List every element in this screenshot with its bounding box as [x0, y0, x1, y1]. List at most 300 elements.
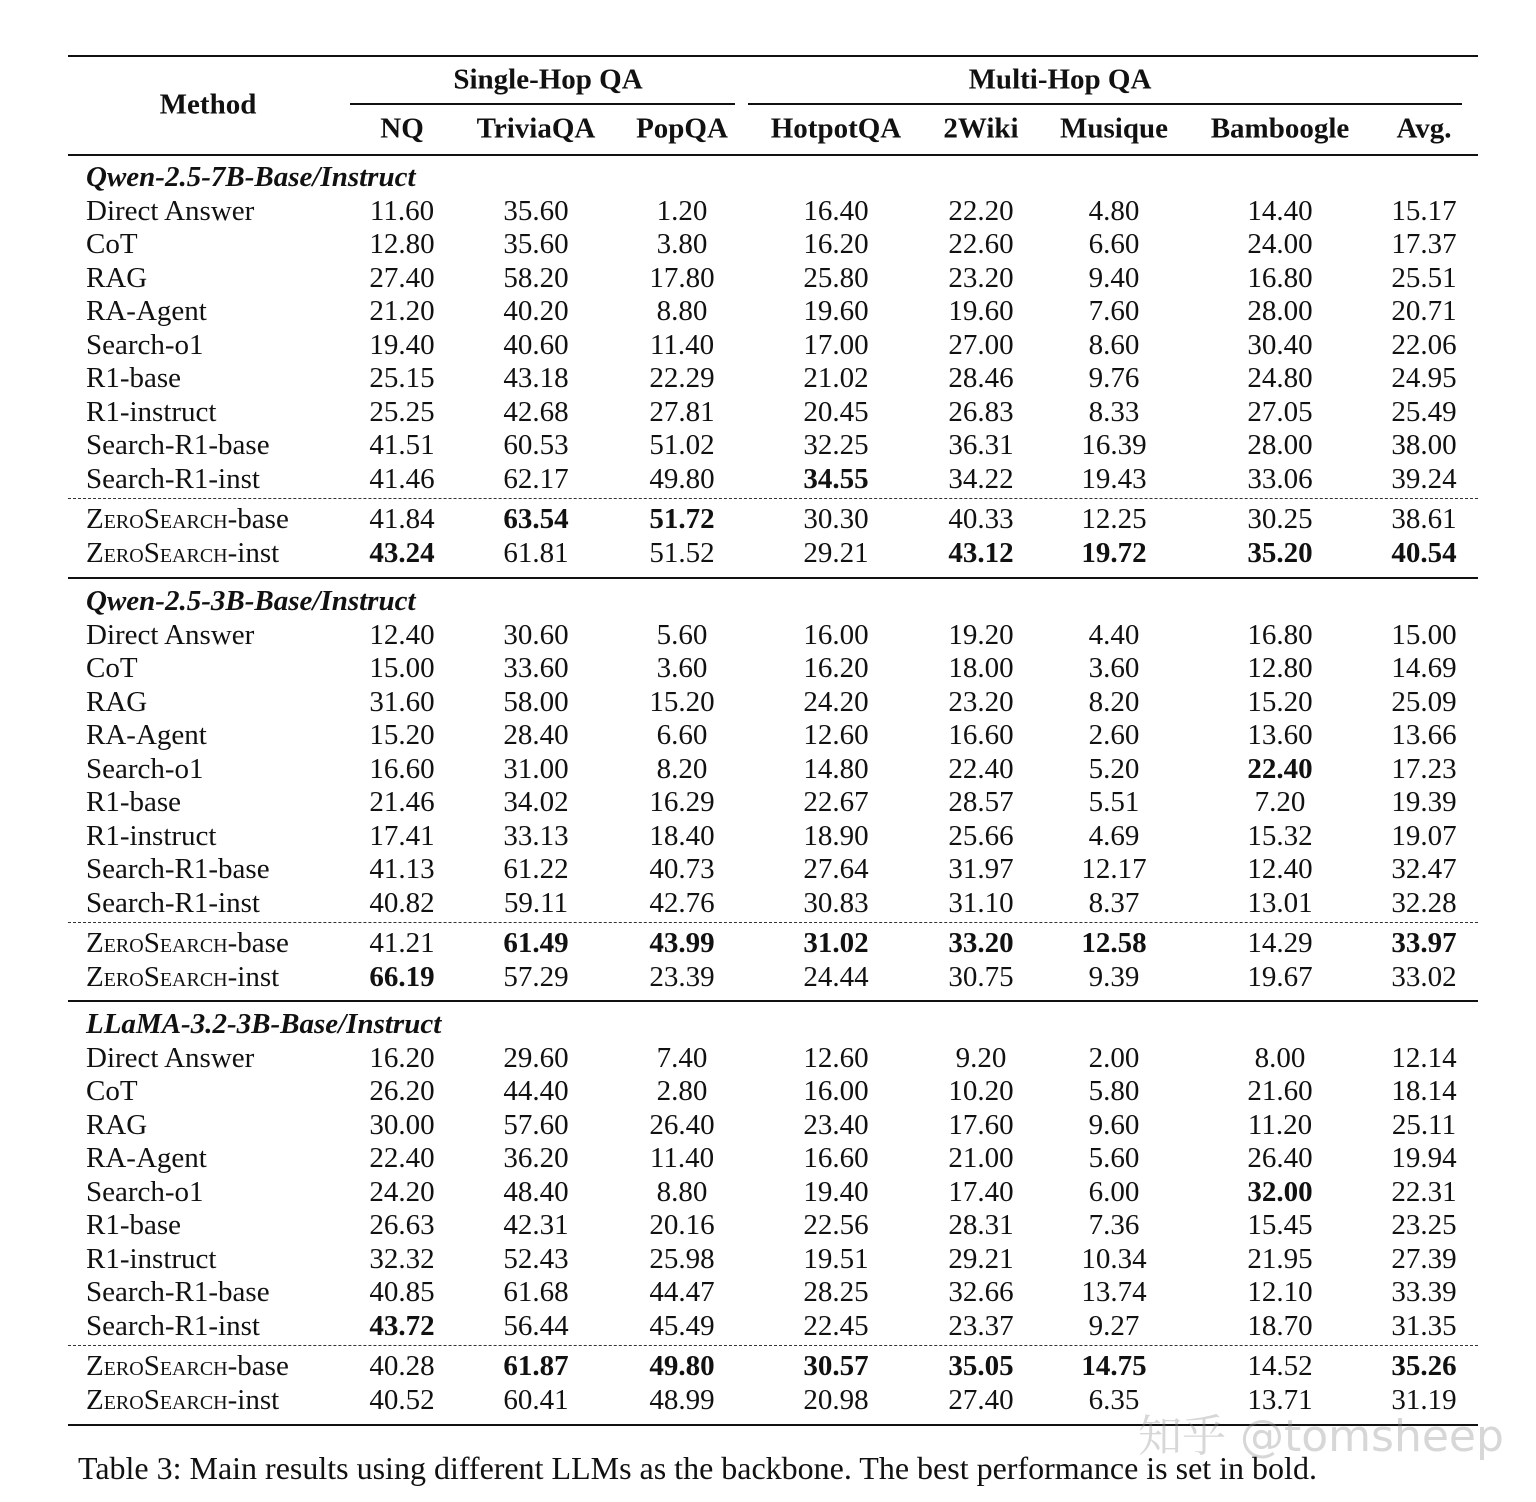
- table-cell: 34.22: [948, 462, 1014, 495]
- method-name: Search-o1: [86, 1175, 204, 1208]
- method-name: Direct Answer: [86, 194, 255, 227]
- table-cell: 23.20: [948, 685, 1014, 718]
- method-suffix: -base: [227, 1350, 289, 1382]
- table-cell: 6.00: [1088, 1175, 1140, 1208]
- table-cell: 49.80: [649, 1350, 715, 1382]
- multi-hop-rule: [748, 103, 1462, 105]
- table-cell: 7.20: [1254, 786, 1306, 818]
- table-cell: 30.57: [803, 1350, 869, 1382]
- table-cell: 44.40: [503, 1075, 569, 1107]
- header-rule: [68, 154, 1478, 156]
- table-cell: 24.80: [1247, 362, 1313, 394]
- table-cell: 21.02: [803, 362, 869, 394]
- table-cell: 58.20: [503, 261, 569, 294]
- table-cell: 38.00: [1391, 429, 1457, 461]
- table-row: [0, 395, 1536, 429]
- table-cell: 17.00: [803, 328, 869, 361]
- method-name: RA-Agent: [86, 1142, 207, 1174]
- table-cell: 13.71: [1247, 1383, 1313, 1416]
- zerosearch-smallcaps: ZeroSearch: [86, 960, 228, 993]
- table-cell: 26.40: [1247, 1142, 1313, 1174]
- method-name: Search-o1: [86, 752, 204, 785]
- table-cell: 29.60: [503, 1041, 569, 1074]
- table-cell: 30.30: [803, 503, 869, 535]
- table-cell: 28.00: [1247, 429, 1313, 461]
- method-name: [86, 502, 289, 536]
- table-cell: 31.10: [948, 886, 1014, 919]
- method-name: [86, 1349, 289, 1383]
- table-cell: 5.51: [1088, 786, 1140, 818]
- section-title: LLaMA-3.2-3B-Base/Instruct: [86, 1008, 442, 1040]
- table-cell: 20.16: [649, 1209, 715, 1241]
- section-rule: [68, 1000, 1478, 1002]
- table-cell: 19.51: [803, 1242, 869, 1275]
- table-cell: 35.05: [948, 1350, 1014, 1382]
- table-cell: 29.21: [803, 536, 869, 569]
- table-cell: 33.20: [948, 927, 1014, 959]
- table-cell: 15.45: [1247, 1209, 1313, 1241]
- table-cell: 19.60: [803, 295, 869, 327]
- table-cell: 42.76: [649, 886, 715, 919]
- table-cell: 66.19: [369, 960, 435, 993]
- table-row: [0, 428, 1536, 462]
- table-cell: 32.28: [1391, 886, 1457, 919]
- table-cell: 51.72: [649, 503, 715, 535]
- table-cell: 17.60: [948, 1108, 1014, 1141]
- table-cell: 19.39: [1391, 786, 1457, 818]
- table-cell: 14.29: [1247, 927, 1313, 959]
- table-cell: 21.60: [1247, 1075, 1313, 1107]
- table-cell: 12.17: [1081, 853, 1147, 885]
- table-cell: 21.00: [948, 1142, 1014, 1174]
- table-cell: 12.14: [1391, 1041, 1457, 1074]
- table-row: [0, 752, 1536, 786]
- table-cell: 33.39: [1391, 1276, 1457, 1308]
- column-header: Musique: [1060, 112, 1168, 145]
- table-cell: 22.06: [1391, 328, 1457, 361]
- table-cell: 10.34: [1081, 1242, 1147, 1275]
- table-row: [0, 1041, 1536, 1075]
- table-row: [0, 1108, 1536, 1142]
- table-cell: 42.68: [503, 395, 569, 428]
- table-row: [0, 926, 1536, 960]
- method-suffix: -base: [227, 927, 289, 959]
- table-cell: 28.25: [803, 1276, 869, 1308]
- table-cell: 31.35: [1391, 1309, 1457, 1342]
- zerosearch-smallcaps: ZeroSearch: [86, 536, 228, 569]
- table-cell: 41.84: [369, 503, 435, 535]
- method-name: Search-R1-base: [86, 853, 270, 885]
- table-cell: 24.44: [803, 960, 869, 993]
- table-cell: 18.00: [948, 652, 1014, 684]
- table-cell: 5.20: [1088, 752, 1140, 785]
- table-cell: 9.20: [955, 1041, 1007, 1074]
- table-cell: 40.28: [369, 1350, 435, 1382]
- table-cell: 9.39: [1088, 960, 1140, 993]
- table-cell: 15.32: [1247, 819, 1313, 852]
- table-cell: 9.76: [1088, 362, 1140, 394]
- table-cell: 33.02: [1391, 960, 1457, 993]
- table-cell: 32.66: [948, 1276, 1014, 1308]
- table-cell: 22.60: [948, 228, 1014, 260]
- table-cell: 23.25: [1391, 1209, 1457, 1241]
- method-name: Direct Answer: [86, 618, 255, 651]
- table-cell: 40.20: [503, 295, 569, 327]
- table-cell: 52.43: [503, 1242, 569, 1275]
- column-header: TriviaQA: [476, 112, 596, 145]
- table-cell: 19.72: [1081, 536, 1147, 569]
- zerosearch-smallcaps: ZeroSearch: [86, 1350, 228, 1382]
- table-cell: 33.60: [503, 652, 569, 684]
- table-cell: 16.80: [1247, 618, 1313, 651]
- zerosearch-smallcaps: ZeroSearch: [86, 503, 228, 535]
- table-cell: 22.29: [649, 362, 715, 394]
- method-name: R1-base: [86, 362, 182, 394]
- table-cell: 18.70: [1247, 1309, 1313, 1342]
- section-title: Qwen-2.5-7B-Base/Instruct: [86, 161, 416, 193]
- table-cell: 7.40: [656, 1041, 708, 1074]
- table-row: [0, 960, 1536, 994]
- table-cell: 19.07: [1391, 819, 1457, 852]
- table-cell: 30.40: [1247, 328, 1313, 361]
- table-cell: 32.25: [803, 429, 869, 461]
- table-cell: 22.45: [803, 1309, 869, 1342]
- table-cell: 40.54: [1391, 536, 1457, 569]
- table-cell: 16.20: [369, 1041, 435, 1074]
- table-cell: 33.97: [1391, 927, 1457, 959]
- table-cell: 43.12: [948, 536, 1014, 569]
- table-cell: 29.21: [948, 1242, 1014, 1275]
- table-cell: 8.33: [1088, 395, 1140, 428]
- table-cell: 5.80: [1088, 1075, 1140, 1107]
- table-cell: 15.20: [649, 685, 715, 718]
- table-cell: 7.60: [1088, 295, 1140, 327]
- table-cell: 16.60: [948, 719, 1014, 751]
- table-row: [0, 502, 1536, 536]
- table-cell: 14.40: [1247, 194, 1313, 227]
- table-cell: 16.80: [1247, 261, 1313, 294]
- table-cell: 22.67: [803, 786, 869, 818]
- table-cell: 6.60: [656, 719, 708, 751]
- table-row: [0, 261, 1536, 295]
- method-name: [86, 960, 279, 994]
- table-cell: 61.68: [503, 1276, 569, 1308]
- table-cell: 22.40: [1247, 752, 1313, 785]
- table-cell: 15.00: [1391, 618, 1457, 651]
- table-cell: 19.94: [1391, 1142, 1457, 1174]
- table-cell: 41.46: [369, 462, 435, 495]
- table-cell: 48.40: [503, 1175, 569, 1208]
- table-cell: 25.98: [649, 1242, 715, 1275]
- table-cell: 33.06: [1247, 462, 1313, 495]
- method-name: R1-base: [86, 1209, 182, 1241]
- table-cell: 2.80: [656, 1075, 708, 1107]
- method-name: R1-instruct: [86, 395, 217, 428]
- table-cell: 25.66: [948, 819, 1014, 852]
- table-cell: 40.82: [369, 886, 435, 919]
- table-cell: 61.87: [503, 1350, 569, 1382]
- table-cell: 25.25: [369, 395, 435, 428]
- table-cell: 14.52: [1247, 1350, 1313, 1382]
- table-cell: 18.90: [803, 819, 869, 852]
- table-cell: 16.40: [803, 194, 869, 227]
- table-cell: 9.60: [1088, 1108, 1140, 1141]
- table-cell: 24.20: [369, 1175, 435, 1208]
- column-header: PopQA: [636, 112, 728, 145]
- table-row: [0, 718, 1536, 752]
- table-cell: 30.00: [369, 1108, 435, 1141]
- table-cell: 16.00: [803, 1075, 869, 1107]
- table-cell: 27.00: [948, 328, 1014, 361]
- table-cell: 57.60: [503, 1108, 569, 1141]
- zerosearch-smallcaps: ZeroSearch: [86, 1383, 228, 1416]
- column-header: HotpotQA: [770, 112, 902, 145]
- table-cell: 25.15: [369, 362, 435, 394]
- table-cell: 27.40: [948, 1383, 1014, 1416]
- method-name: Search-R1-inst: [86, 1309, 260, 1342]
- table-cell: 21.20: [369, 295, 435, 327]
- table-row: [0, 328, 1536, 362]
- table-cell: 19.67: [1247, 960, 1313, 993]
- table-cell: 33.13: [503, 819, 569, 852]
- table-cell: 25.09: [1391, 685, 1457, 718]
- table-cell: 5.60: [1088, 1142, 1140, 1174]
- table-cell: 61.81: [503, 536, 569, 569]
- table-cell: 16.60: [803, 1142, 869, 1174]
- table-cell: 31.19: [1391, 1383, 1457, 1416]
- method-header: Method: [159, 88, 257, 121]
- table-row: [0, 1275, 1536, 1309]
- table-cell: 12.25: [1081, 503, 1147, 535]
- table-row: [0, 785, 1536, 819]
- table-cell: 12.80: [1247, 652, 1313, 684]
- table-cell: 27.05: [1247, 395, 1313, 428]
- table-cell: 8.20: [656, 752, 708, 785]
- table-cell: 3.60: [656, 652, 708, 684]
- table-cell: 16.20: [803, 652, 869, 684]
- table-cell: 20.71: [1391, 295, 1457, 327]
- table-row: [0, 462, 1536, 496]
- table-cell: 12.60: [803, 1041, 869, 1074]
- table-cell: 12.40: [369, 618, 435, 651]
- table-cell: 2.00: [1088, 1041, 1140, 1074]
- method-name: RAG: [86, 261, 148, 294]
- table-cell: 27.39: [1391, 1242, 1457, 1275]
- table-cell: 13.66: [1391, 719, 1457, 751]
- table-cell: 22.31: [1391, 1175, 1457, 1208]
- table-cell: 13.01: [1247, 886, 1313, 919]
- method-suffix: -base: [227, 503, 289, 535]
- table-cell: 32.00: [1247, 1175, 1313, 1208]
- table-cell: 25.11: [1391, 1108, 1457, 1141]
- single-hop-rule: [350, 103, 735, 105]
- table-cell: 30.25: [1247, 503, 1313, 535]
- table-cell: 14.80: [803, 752, 869, 785]
- method-name: [86, 926, 289, 960]
- table-cell: 3.80: [656, 228, 708, 260]
- table-cell: 59.11: [503, 886, 569, 919]
- table-row: [0, 536, 1536, 570]
- table-row: [0, 886, 1536, 920]
- method-name: RAG: [86, 1108, 148, 1141]
- table-cell: 42.31: [503, 1209, 569, 1241]
- method-name: CoT: [86, 652, 138, 684]
- table-cell: 41.21: [369, 927, 435, 959]
- table-cell: 30.75: [948, 960, 1014, 993]
- method-name: Search-R1-inst: [86, 462, 260, 495]
- method-name: R1-base: [86, 786, 182, 818]
- table-cell: 23.40: [803, 1108, 869, 1141]
- table-cell: 11.40: [649, 328, 715, 361]
- table-cell: 36.20: [503, 1142, 569, 1174]
- table-cell: 35.60: [503, 194, 569, 227]
- table-cell: 15.17: [1391, 194, 1457, 227]
- column-header: 2Wiki: [943, 112, 1019, 145]
- table-cell: 34.02: [503, 786, 569, 818]
- table-cell: 20.45: [803, 395, 869, 428]
- method-name: [86, 1383, 279, 1417]
- table-cell: 25.49: [1391, 395, 1457, 428]
- table-cell: 18.40: [649, 819, 715, 852]
- table-row: [0, 1141, 1536, 1175]
- table-cell: 20.98: [803, 1383, 869, 1416]
- table-cell: 12.60: [803, 719, 869, 751]
- table-row: [0, 1175, 1536, 1209]
- table-caption: Table 3: Main results using different LLMs as the backbone. The best performance is set in bold.: [78, 1450, 1317, 1486]
- table-cell: 15.00: [369, 652, 435, 684]
- table-cell: 13.74: [1081, 1276, 1147, 1308]
- multi-hop-header: Multi-Hop QA: [968, 63, 1152, 96]
- table-cell: 18.14: [1391, 1075, 1457, 1107]
- table-cell: 16.39: [1081, 429, 1147, 461]
- table-cell: 25.51: [1391, 261, 1457, 294]
- table-row: [0, 361, 1536, 395]
- table-cell: 32.47: [1391, 853, 1457, 885]
- table-cell: 41.13: [369, 853, 435, 885]
- table-cell: 35.26: [1391, 1350, 1457, 1382]
- method-name: R1-instruct: [86, 819, 217, 852]
- table-cell: 28.57: [948, 786, 1014, 818]
- table-cell: 43.18: [503, 362, 569, 394]
- table-cell: 12.80: [369, 228, 435, 260]
- table-cell: 57.29: [503, 960, 569, 993]
- table-cell: 27.81: [649, 395, 715, 428]
- table-cell: 12.58: [1081, 927, 1147, 959]
- table-cell: 61.49: [503, 927, 569, 959]
- table-cell: 58.00: [503, 685, 569, 718]
- dashed-separator: [68, 922, 1478, 923]
- table-cell: 22.20: [948, 194, 1014, 227]
- table-cell: 60.53: [503, 429, 569, 461]
- table-cell: 23.37: [948, 1309, 1014, 1342]
- table-cell: 14.69: [1391, 652, 1457, 684]
- method-name: Search-R1-base: [86, 429, 270, 461]
- table-cell: 30.83: [803, 886, 869, 919]
- table-cell: 13.60: [1247, 719, 1313, 751]
- table-cell: 8.80: [656, 295, 708, 327]
- table-cell: 48.99: [649, 1383, 715, 1416]
- table-cell: 40.85: [369, 1276, 435, 1308]
- table-cell: 19.20: [948, 618, 1014, 651]
- table-cell: 19.60: [948, 295, 1014, 327]
- table-cell: 1.20: [656, 194, 708, 227]
- table-cell: 31.97: [948, 853, 1014, 885]
- table-row: [0, 1242, 1536, 1276]
- method-name: Search-o1: [86, 328, 204, 361]
- table-row: [0, 1074, 1536, 1108]
- table-cell: 36.31: [948, 429, 1014, 461]
- table-cell: 31.00: [503, 752, 569, 785]
- table-cell: 16.20: [803, 228, 869, 260]
- table-cell: 17.37: [1391, 228, 1457, 260]
- method-suffix: -inst: [227, 1383, 280, 1416]
- table-cell: 8.20: [1088, 685, 1140, 718]
- table-cell: 8.60: [1088, 328, 1140, 361]
- table-cell: 25.80: [803, 261, 869, 294]
- table-cell: 11.40: [649, 1142, 715, 1174]
- table-row: [0, 819, 1536, 853]
- table-cell: 17.40: [948, 1175, 1014, 1208]
- table-cell: 10.20: [948, 1075, 1014, 1107]
- table-cell: 40.60: [503, 328, 569, 361]
- table-cell: 24.20: [803, 685, 869, 718]
- watermark-text: 知乎 @tomsheep: [1138, 1411, 1504, 1462]
- table-cell: 40.52: [369, 1383, 435, 1416]
- table-cell: 4.40: [1088, 618, 1140, 651]
- single-hop-header: Single-Hop QA: [453, 63, 643, 96]
- zerosearch-smallcaps: ZeroSearch: [86, 927, 228, 959]
- table-cell: 26.63: [369, 1209, 435, 1241]
- table-cell: 28.31: [948, 1209, 1014, 1241]
- table-cell: 30.60: [503, 618, 569, 651]
- method-name: R1-instruct: [86, 1242, 217, 1275]
- table-row: [0, 1208, 1536, 1242]
- table-cell: 16.60: [369, 752, 435, 785]
- table-cell: 62.17: [503, 462, 569, 495]
- table-cell: 51.52: [649, 536, 715, 569]
- table-cell: 22.40: [948, 752, 1014, 785]
- table-cell: 16.29: [649, 786, 715, 818]
- table-cell: 28.40: [503, 719, 569, 751]
- table-cell: 26.83: [948, 395, 1014, 428]
- method-name: RAG: [86, 685, 148, 718]
- table-cell: 26.20: [369, 1075, 435, 1107]
- table-row: [0, 227, 1536, 261]
- table-cell: 40.73: [649, 853, 715, 885]
- section-title: Qwen-2.5-3B-Base/Instruct: [86, 585, 416, 617]
- method-name: CoT: [86, 1075, 138, 1107]
- table-cell: 49.80: [649, 462, 715, 495]
- table-cell: 56.44: [503, 1309, 569, 1342]
- table-cell: 21.95: [1247, 1242, 1313, 1275]
- table-cell: 35.20: [1247, 536, 1313, 569]
- table-cell: 4.80: [1088, 194, 1140, 227]
- table-cell: 2.60: [1088, 719, 1140, 751]
- table-cell: 38.61: [1391, 503, 1457, 535]
- table-cell: 26.40: [649, 1108, 715, 1141]
- table-cell: 27.64: [803, 853, 869, 885]
- table-cell: 8.00: [1254, 1041, 1306, 1074]
- table-row: [0, 685, 1536, 719]
- method-name: [86, 536, 279, 570]
- table-row: [0, 1309, 1536, 1343]
- dashed-separator: [68, 1345, 1478, 1346]
- table-cell: 28.00: [1247, 295, 1313, 327]
- table-cell: 28.46: [948, 362, 1014, 394]
- table-cell: 3.60: [1088, 652, 1140, 684]
- table-cell: 31.02: [803, 927, 869, 959]
- method-name: Search-R1-inst: [86, 886, 260, 919]
